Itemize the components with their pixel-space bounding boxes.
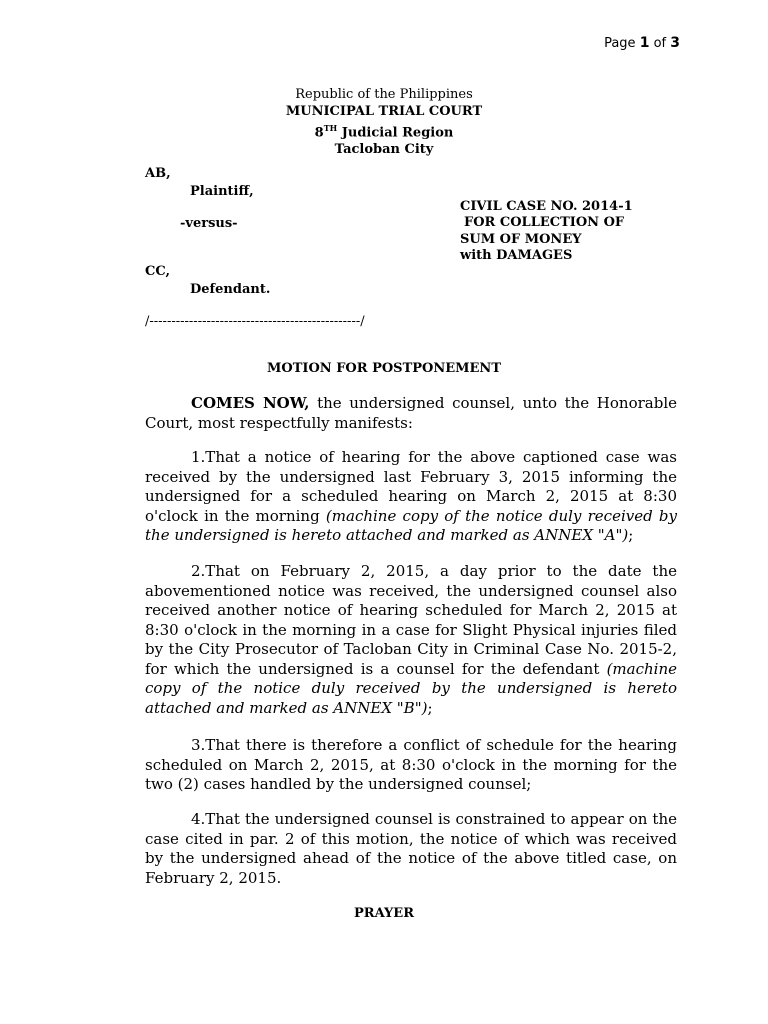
- case-number: CIVIL CASE NO. 2014-1: [460, 199, 633, 214]
- intro-text: the undersigned counsel, unto the Honorable Court, most respectfully manifests:: [145, 394, 677, 432]
- page-current: 1: [639, 35, 650, 51]
- defendant-name: CC,: [145, 264, 170, 279]
- plaintiff-label: Plaintiff,: [190, 184, 254, 199]
- annex-a-note: (machine copy of the notice duly received by the undersigned is hereto attached and marked as ANNEX "A"): [145, 506, 677, 544]
- header-republic: Republic of the Philippines: [295, 87, 473, 102]
- paragraph-1: 1.That a notice of hearing for the above captioned case was received by the undersigned last February 3, 2015 informing the undersigned for a scheduled hearing on March 2, 2015 at 8:30 o'clock in the morning (machine copy of the notice duly received by the undersigned is hereto attached and marked as ANNEX "A");: [145, 448, 677, 544]
- paragraph-2: 2.That on February 2, 2015, a day prior to the date the abovementioned notice was received, the undersigned counsel also received another notice of hearing scheduled for March 2, 2015 at 8:30 o'clock in the morning in a case for Slight Physical injuries filed by the City Prosecutor of Tacloban City in Criminal Case No. 2015-2, for which the undersigned is a counsel for the defendant (machine copy of the notice duly received by the undersigned is hereto attached and marked as ANNEX "B");: [145, 562, 677, 717]
- court-header: [0, 86, 768, 158]
- case-nature-line1: FOR COLLECTION OF: [464, 215, 625, 230]
- versus-label: -versus-: [180, 216, 238, 231]
- intro-paragraph: [145, 394, 677, 433]
- prayer-heading: PRAYER: [353, 906, 414, 921]
- intro-lead: COMES NOW,: [191, 394, 310, 412]
- defendant-label: Defendant.: [190, 282, 271, 297]
- motion-title: MOTION FOR POSTPONEMENT: [267, 361, 501, 376]
- caption-divider: /------------------------------------------------/: [145, 314, 365, 329]
- plaintiff-name: AB,: [145, 166, 171, 181]
- header-city: Tacloban City: [334, 142, 434, 158]
- case-nature-line3: with DAMAGES: [460, 248, 573, 263]
- page-indicator: [604, 35, 680, 51]
- page-prefix: Page: [604, 36, 636, 51]
- paragraph-3: 3.That there is therefore a conflict of schedule for the hearing scheduled on March 2, 2015, at 8:30 o'clock in the morning for the two (2) cases handled by the undersigned counsel;: [145, 736, 677, 793]
- case-nature-line2: SUM OF MONEY: [460, 232, 582, 247]
- annex-b-note: (machine copy of the notice duly received by the undersigned is hereto attached and marked as ANNEX "B"): [145, 659, 677, 717]
- page-total: 3: [670, 35, 680, 51]
- header-court: MUNICIPAL TRIAL COURT: [285, 104, 483, 119]
- paragraph-4: 4.That the undersigned counsel is constrained to appear on the case cited in par. 2 of this motion, the notice of which was received by the undersigned ahead of the notice of the above titled case, on February 2, 2015.: [145, 810, 677, 887]
- page-of: of: [653, 36, 667, 51]
- header-region: 8TH Judicial Region: [314, 123, 454, 141]
